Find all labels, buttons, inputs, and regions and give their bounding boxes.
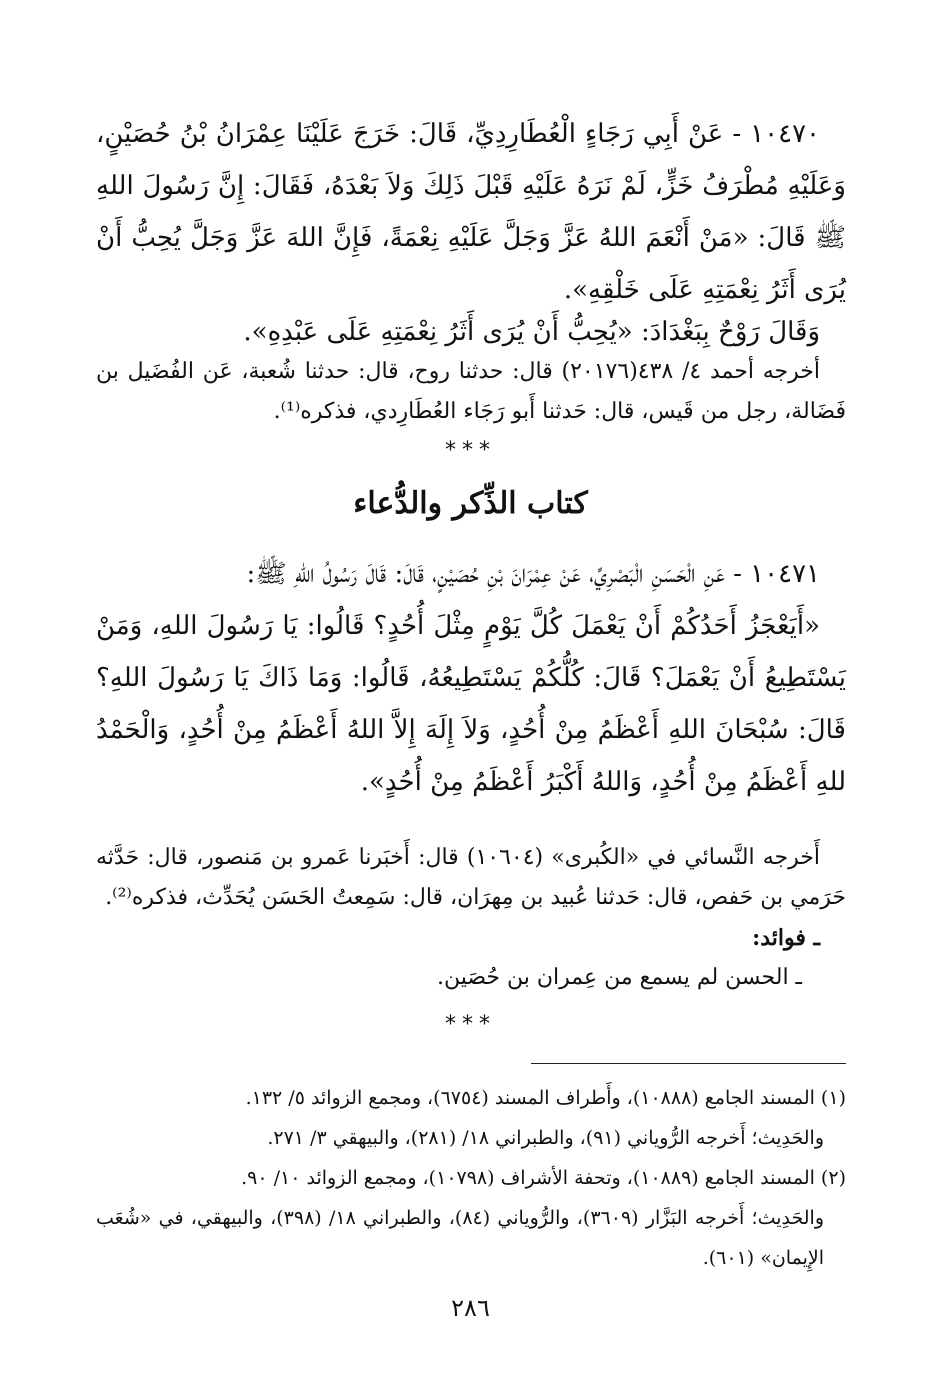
hadith-10470-variant-block (96, 306, 846, 358)
hadith-10471-source-block (96, 838, 846, 998)
footnote-1: (١) المسند الجامع (١٠٨٨٨)، وأَطراف المسند (٦٧٥٤)، ومجمع الزوائد ٥/ ١٣٢. (245, 1087, 846, 1109)
section-separator: *** (445, 1012, 496, 1037)
hadith-10471 (96, 548, 846, 808)
hadith-10471-source: أَخرجه النَّسائي في «الكُبرى» (١٠٦٠٤) قال: أَخبَرنا عَمرو بن مَنصور، قال: حَدَّثه حَرَمي بن حَفص، قال: حَدثنا عُبيد بن مِهرَان، قال: سَمِعتُ الحَسَن يُحَدِّث، فذكره⁽²⁾. (96, 845, 846, 910)
footnote-1-continuation: والحَدِيث؛ أَخرجه الرُّوياني (٩١)، والطبراني ١٨/ (٢٨١)، والبيهقي ٣/ ٢٧١. (267, 1127, 824, 1149)
hadith-10470 (96, 108, 846, 316)
hadith-10470-source: أخرجه أحمد ٤/ ٤٣٨(٢٠١٧٦) قال: حدثنا روح، قال: حدثنا شُعبة، عَن الفُضَيل بن فَضَالة، رجل من قَيس، قال: حَدثنا أَبو رَجَاء العُطَارِدي، فذكره⁽¹⁾. (96, 359, 846, 424)
hadith-10470-text: ١٠٤٧٠ - عَنْ أَبِي رَجَاءٍ الْعُطَارِدِيِّ، قَالَ: خَرَجَ عَلَيْنَا عِمْرَانُ بْنُ حُصَيْنٍ، وَعَلَيْهِ مُطْرَفُ خَزٍّ، لَمْ نَرَهُ عَلَيْهِ قَبْلَ ذَلِكَ وَلاَ بَعْدَهُ، فَقَالَ: إِنَّ رَسُولَ اللهِ ﷺ قَالَ: «مَنْ أَنْعَمَ اللهُ عَزَّ وَجَلَّ عَلَيْهِ نِعْمَةً، فَإِنَّ اللهَ عَزَّ وَجَلَّ يُحِبُّ أَنْ يُرَى أَثَرُ نِعْمَتِهِ عَلَى خَلْقِهِ». (96, 119, 846, 305)
hadith-10470-variant: وَقَالَ رَوْحٌ بِبَغْدَادَ: «يُحِبُّ أَنْ يُرَى أَثَرُ نِعْمَتِهِ عَلَى عَبْدِهِ». (243, 317, 820, 347)
hadith-10470-source-block (96, 352, 846, 432)
hadith-10471-intro: ١٠٤٧١ - عَنِ الْحَسَنِ الْبَصْرِيِّ، عَنْ عِمْرَانَ بْنِ حُصَيْنٍ، قَالَ: قَالَ رَسُولُ اللهِ ﷺ: (246, 559, 820, 589)
footnote-divider (531, 1063, 846, 1064)
fawaid-title: ـ فوائد: (752, 925, 820, 951)
fawaid-item: ـ الحسن لم يسمع من عِمران بن حُصَين. (436, 965, 802, 990)
footnote-2-continuation: والحَدِيث؛ أَخرجه البَزَّار (٣٦٠٩)، والرُّوياني (٨٤)، والطبراني ١٨/ (٣٩٨)، والبيهقي، في «شُعَب الإِيمان» (٦٠١). (96, 1207, 825, 1269)
section-separator: *** (445, 438, 496, 463)
hadith-10471-text: «أَيَعْجَزُ أَحَدُكُمْ أَنْ يَعْمَلَ كُلَّ يَوْمٍ مِثْلَ أُحُدٍ؟ قَالُوا: يَا رَسُولَ اللهِ، وَمَنْ يَسْتَطِيعُ أَنْ يَعْمَلَ؟ قَالَ: كُلُّكُمْ يَسْتَطِيعُهُ، قَالُوا: وَمَا ذَاكَ يَا رَسُولَ اللهِ؟ قَالَ: سُبْحَانَ اللهِ أَعْظَمُ مِنْ أُحُدٍ، وَلاَ إِلَهَ إِلاَّ اللهُ أَعْظَمُ مِنْ أُحُدٍ، وَالْحَمْدُ للهِ أَعْظَمُ مِنْ أُحُدٍ، وَاللهُ أَكْبَرُ أَعْظَمُ مِنْ أُحُدٍ». (96, 611, 846, 797)
footnotes (96, 1078, 846, 1278)
footnote-2: (٢) المسند الجامع (١٠٨٨٩)، وتحفة الأشراف (١٠٧٩٨)، ومجمع الزوائد ١٠/ ٩٠. (241, 1167, 846, 1189)
chapter-title: كتاب الذِّكر والدُّعاء (353, 486, 588, 521)
page-number: ٢٨٦ (451, 1294, 490, 1322)
